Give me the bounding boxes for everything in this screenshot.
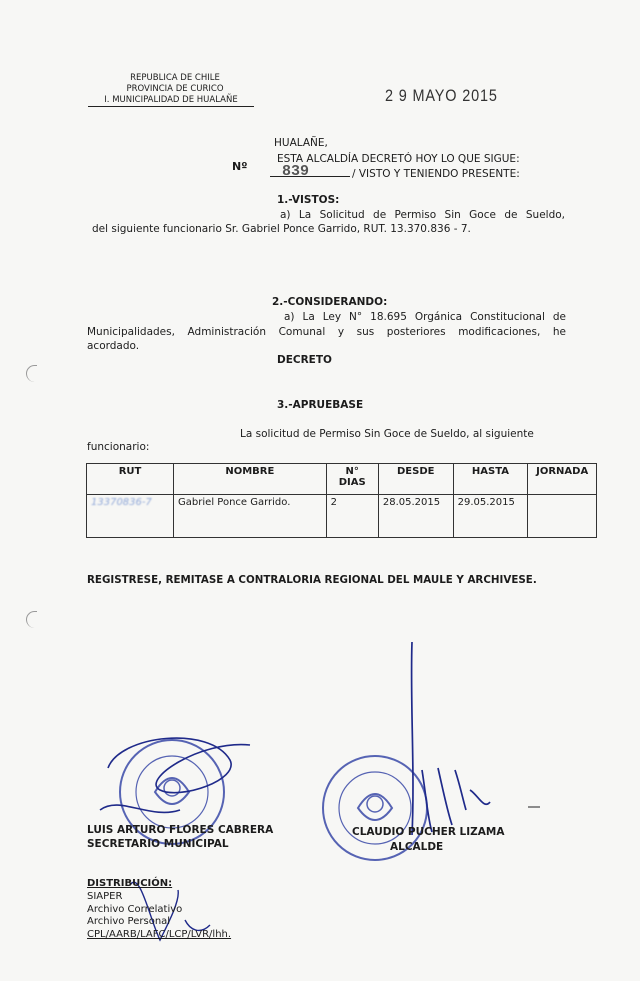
vistos-line1: a) La Solicitud de Permiso Sin Goce de Sueldo, [280,209,565,221]
cell-desde: 28.05.2015 [378,495,453,538]
cell-rut [87,495,174,538]
place-line: HUALAÑE, [274,137,328,149]
distribucion-list [87,891,231,941]
col-jornada: JORNADA [528,464,597,495]
cell-jornada [528,495,597,538]
margin-mark [26,365,37,382]
right-signer-title: ALCALDE [390,841,444,853]
closing-line: REGISTRESE, REMITASE A CONTRALORIA REGIONAL DEL MAULE Y ARCHIVESE. [87,574,537,586]
col-rut: RUT [87,464,174,495]
cell-nombre: Gabriel Ponce Garrido. [174,495,327,538]
visto-line: / VISTO Y TENIENDO PRESENTE: [352,168,520,180]
distribucion-heading: DISTRIBUCIÓN: [87,878,173,889]
vistos-heading: 1.-VISTOS: [277,194,340,206]
considerando-line1: a) La Ley N° 18.695 Orgánica Constitucional de [284,311,566,323]
col-hasta: HASTA [453,464,528,495]
list-item: Archivo Correlativo [87,903,183,915]
apruebase-heading: 3.-APRUEBASE [277,399,364,411]
vistos-line2: del siguiente funcionario Sr. Gabriel Ponce Garrido, RUT. 13.370.836 - 7. [92,223,471,235]
considerando-line2: Municipalidades, Administración Comunal y sus posteriores modificaciones, he [87,326,566,338]
decreto-title: DECRETO [277,354,332,366]
col-dias: N° DIAS [326,464,378,495]
list-item: CPL/AARB/LAFC/LCP/LVR/lhh. [87,928,232,940]
col-nombre: NOMBRE [174,464,327,495]
left-signer-name: LUIS ARTURO FLORES CABRERA [87,824,274,836]
number-prefix: Nº [232,160,248,173]
table-row [87,495,597,538]
right-signature-icon [412,642,490,835]
province-line: PROVINCIA DE CURICO [126,84,224,94]
decree-number-field [270,160,350,180]
municipality-line: I. MUNICIPALIDAD DE HUALAÑE [88,95,254,107]
decree-header-line: ESTA ALCALDÍA DECRETÓ HOY LO QUE SIGUE: [277,153,520,165]
considerando-heading: 2.-CONSIDERANDO: [272,296,388,308]
redacted-rut: 13370836-7 [91,497,152,508]
margin-mark [26,611,37,628]
permit-table [86,463,597,538]
right-signer-name: CLAUDIO PUCHER LIZAMA [352,826,505,838]
list-item: Archivo Personal [87,916,171,927]
republic-line: REPUBLICA DE CHILE [130,73,220,83]
cell-dias: 2 [326,495,378,538]
cell-hasta: 29.05.2015 [453,495,528,538]
apruebase-line2: funcionario: [87,441,150,453]
list-item: SIAPER [87,891,123,902]
considerando-line3: acordado. [87,340,140,352]
decree-number: 839 [282,163,310,180]
col-desde: DESDE [378,464,453,495]
apruebase-line1: La solicitud de Permiso Sin Goce de Sueldo, al siguiente [240,428,534,440]
date-stamp: 2 9 MAYO 2015 [385,86,498,105]
left-signer-title: SECRETARIO MUNICIPAL [87,838,229,850]
table-header-row [87,464,597,495]
